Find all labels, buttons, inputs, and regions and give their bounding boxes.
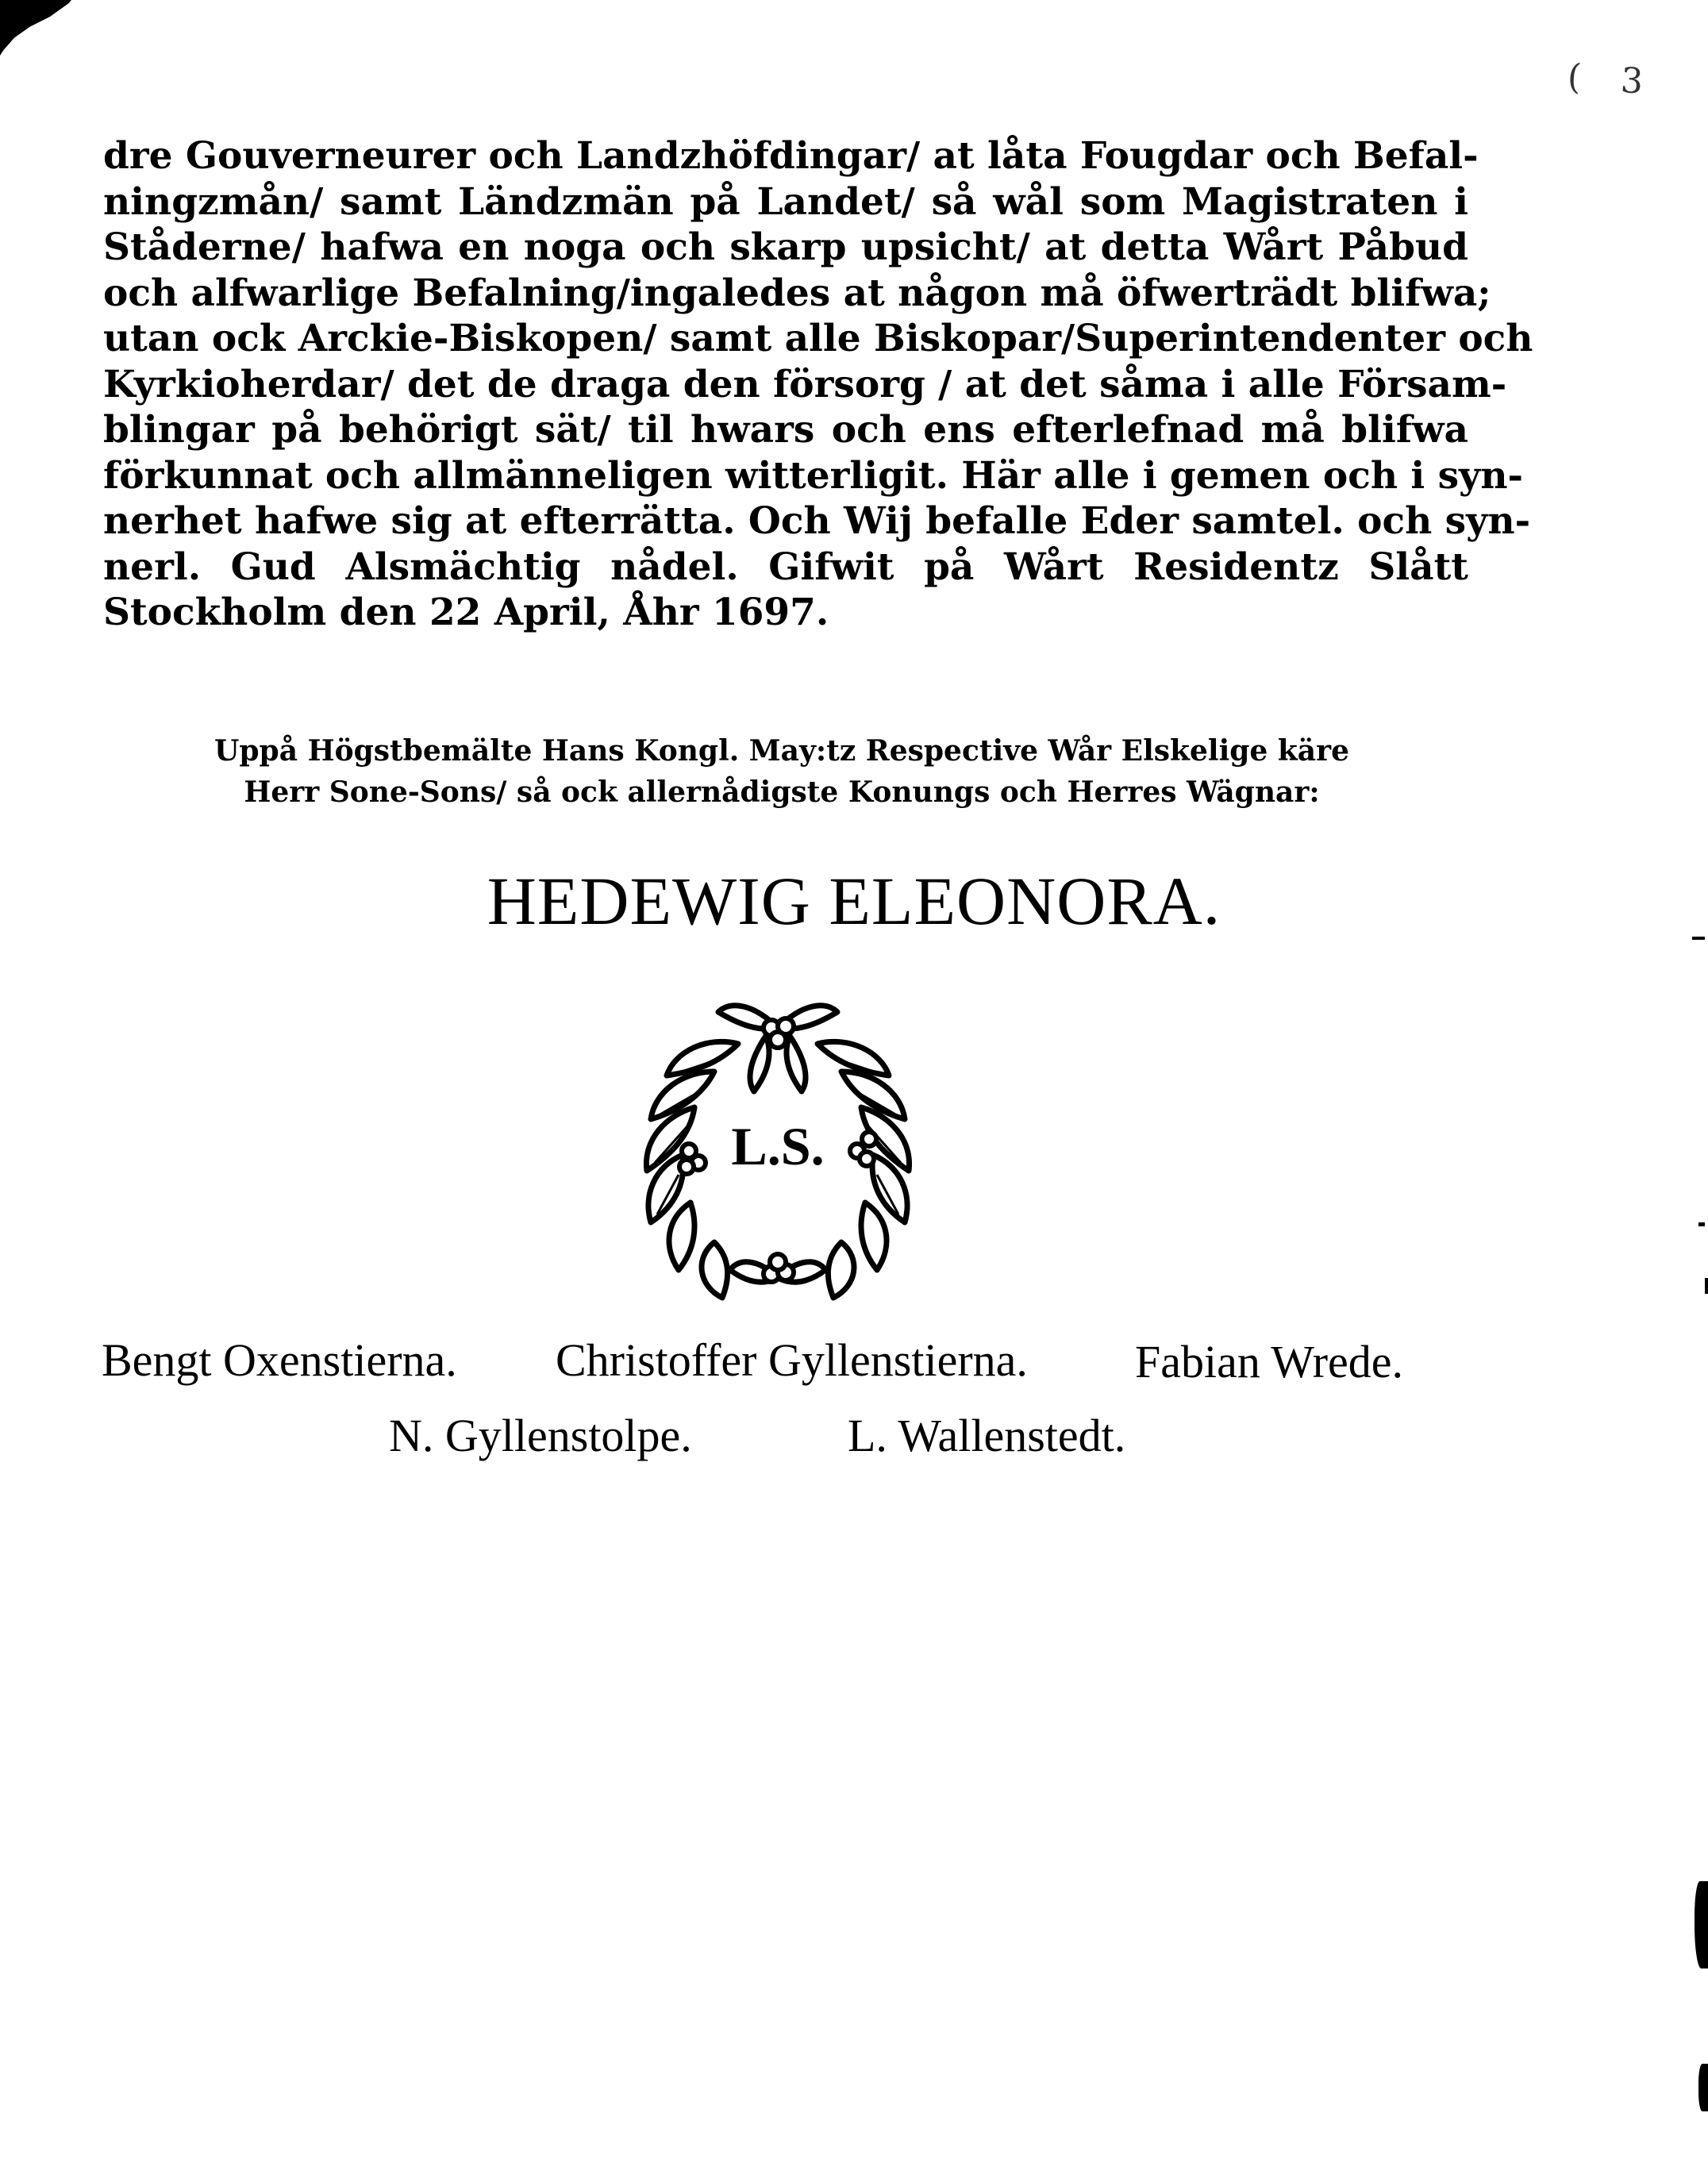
seal (619, 996, 937, 1306)
body-line: förkunnat och allmänneligen witterligit. Här alle i gemen och i syn- (103, 453, 1524, 498)
seal-label: L.S. (731, 1116, 825, 1176)
body-line: blingar på behörigt sät/ til hwars och ens efterlefnad må blifwa (103, 408, 1468, 452)
folio-mark: ( 3 (1566, 56, 1659, 103)
countersignature: L. Wallenstedt. (848, 1410, 1126, 1461)
edge-mark (1698, 1222, 1705, 1226)
countersignature: N. Gyllenstolpe. (389, 1410, 692, 1461)
signatory-name: HEDEWIG ELEONORA. (487, 863, 1221, 939)
edge-mark (1695, 1881, 1708, 1968)
scan-corner-shadow (0, 0, 71, 56)
edge-mark (1705, 1278, 1708, 1294)
signature-preamble (159, 730, 1405, 813)
edge-mark (1698, 2064, 1708, 2111)
body-line: Ståderne/ hafwa en noga och skarp upsicht/ at detta Wårt Påbud (103, 225, 1468, 269)
countersignature: Bengt Oxenstierna. (102, 1334, 457, 1386)
body-line: nerl. Gud Alsmächtig nådel. Gifwit på Wårt Residentz Slått (103, 545, 1468, 589)
countersignature: Christoffer Gyllenstierna. (556, 1334, 1028, 1386)
body-line: ningzmån/ samt Ländzmän på Landet/ så wål som Magistraten i (103, 179, 1468, 224)
body-line-date: Stockholm den 22 April, Åhr 1697. (103, 591, 829, 634)
body-line: nerhet hafwe sig at efterrätta. Och Wij befalle Eder samtel. och syn- (103, 499, 1531, 543)
body-line: och alfwarlige Befalning/ingaledes at någon må öfwerträdt blifwa; (103, 271, 1491, 315)
body-line: Kyrkioherdar/ det de draga den försorg / at det såma i alle Försam- (103, 362, 1507, 406)
countersignature: Fabian Wrede. (1135, 1336, 1404, 1387)
body-line: dre Gouverneurer och Landzhöfdingar/ at låta Fougdar och Befal- (103, 134, 1479, 178)
body-line: utan ock Arckie-Biskopen/ samt alle Biskopar/Superintendenter och (103, 317, 1533, 360)
decree-body (103, 133, 1533, 636)
preamble-line: Uppå Högstbemälte Hans Kongl. May:tz Respective Wår Elskelige käre (213, 734, 1350, 768)
preamble-line: Herr Sone-Sons/ så ock allernådigste Konungs och Herres Wägnar: (244, 775, 1320, 809)
